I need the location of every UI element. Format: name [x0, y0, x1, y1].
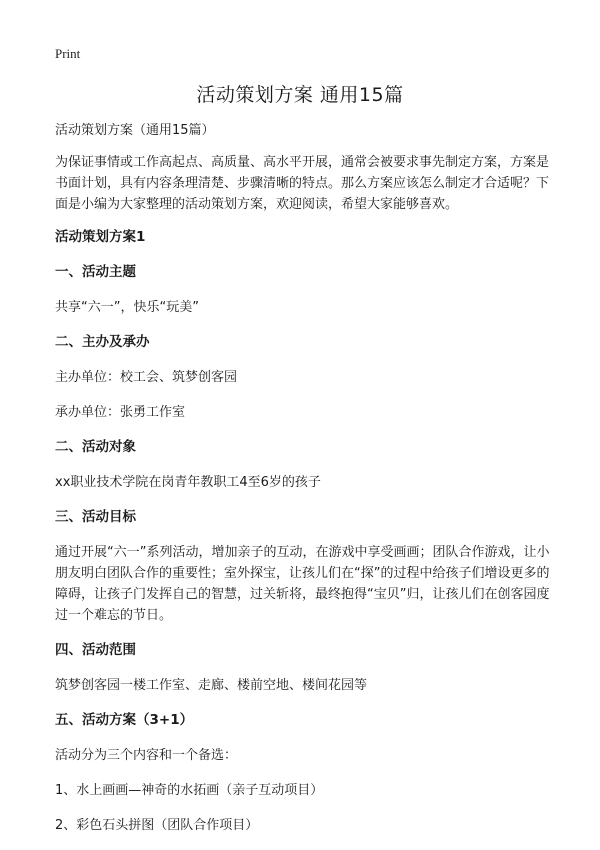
page-title: 活动策划方案 通用15篇 — [196, 84, 404, 106]
paragraph-undertaker: 承办单位：张勇工作室 — [55, 405, 186, 420]
paragraph-scope: 筑梦创客园一楼工作室、走廊、楼前空地、楼间花园等 — [55, 678, 368, 693]
list-item-2: 2、彩色石头拼图（团队合作项目） — [55, 818, 259, 833]
paragraph-theme: 共享“六一”，快乐“玩美” — [55, 300, 199, 315]
paragraph-host: 主办单位：校工会、筑梦创客园 — [55, 370, 238, 385]
heading-activity-target: 二、活动对象 — [55, 439, 136, 455]
heading-activity-theme: 一、活动主题 — [55, 264, 136, 280]
heading-activity-plan: 五、活动方案（3+1） — [55, 712, 194, 728]
heading-organizers: 二、主办及承办 — [55, 334, 150, 350]
heading-activity-scope: 四、活动范围 — [55, 642, 136, 658]
paragraph-goals: 通过开展“六一”系列活动，增加亲子的互动，在游戏中享受画画；团队合作游戏，让小朋友明白团队合作的重要性；室外探宝，让孩儿们在“探”的过程中给孩子们增设更多的障碍，让孩子门发挥自己的智慧，过关斩将，最终抱得“宝贝”归，让孩儿们在创客园度过一个难忘的节日。 — [55, 545, 550, 623]
paragraph-plan-intro: 活动分为三个内容和一个备选： — [55, 748, 238, 763]
heading-activity-goals: 三、活动目标 — [55, 509, 136, 525]
print-link[interactable]: Print — [55, 46, 81, 61]
section-heading: 活动策划方案1 — [55, 229, 146, 245]
document-body — [55, 120, 555, 850]
document-subtitle: 活动策划方案（通用15篇） — [55, 123, 215, 138]
list-item-1: 1、水上画画—神奇的水拓画（亲子互动项目） — [55, 783, 324, 798]
paragraph-target: xx职业技术学院在岗青年教职工4至6岁的孩子 — [55, 475, 321, 490]
intro-paragraph: 为保证事情或工作高起点、高质量、高水平开展，通常会被要求事先制定方案，方案是书面计划，具有内容条理清楚、步骤清晰的特点。那么方案应该怎么制定才合适呢？下面是小编为大家整理的活动策划方案，欢迎阅读，希望大家能够喜欢。 — [55, 155, 550, 212]
